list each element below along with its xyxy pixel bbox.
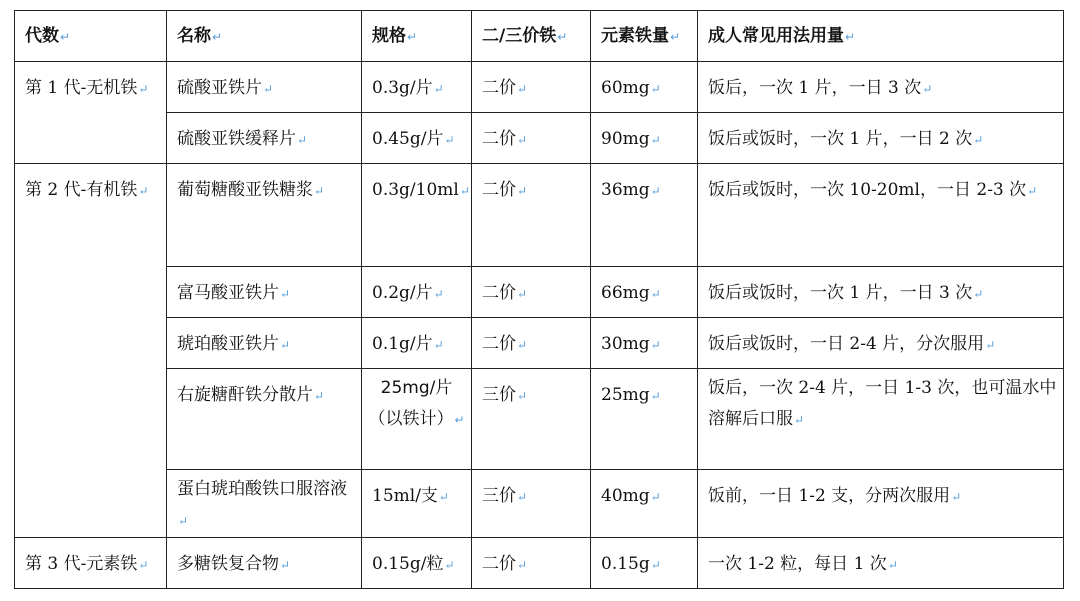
table-row: [15, 538, 1064, 589]
table-header-row: [15, 11, 1064, 62]
drug-name: 硫酸亚铁缓释片 ↵: [177, 129, 307, 149]
table-row: [15, 318, 1064, 369]
drug-usage: 饭后或饭时，一次 10-20ml，一日 2-3 次 ↵: [708, 180, 1037, 200]
drug-name: 多糖铁复合物 ↵: [177, 554, 290, 574]
drug-spec: 15ml/支 ↵: [372, 486, 449, 506]
drug-name: 富马酸亚铁片 ↵: [177, 283, 290, 303]
generation-cell: 第 2 代-有机铁 ↵: [25, 180, 148, 200]
drug-name: 蛋白琥珀酸铁口服溶液 ↵: [177, 479, 347, 530]
drug-name: 右旋糖酐铁分散片 ↵: [177, 385, 324, 405]
drug-spec: 0.45g/片 ↵: [372, 129, 455, 149]
table-row: [15, 62, 1064, 113]
drug-usage: 饭后或饭时，一日 2-4 片，分次服用 ↵: [708, 334, 995, 354]
generation-cell: 第 1 代-无机铁 ↵: [25, 78, 148, 98]
header-usage: 成人常见用法用量 ↵: [698, 11, 1064, 62]
drug-valence: 二价 ↵: [482, 129, 527, 149]
drug-usage: 一次 1-2 粒，每日 1 次 ↵: [708, 554, 898, 574]
drug-spec: 0.3g/10ml ↵: [372, 180, 470, 200]
drug-iron-amount: 0.15g ↵: [601, 554, 661, 574]
drug-iron-amount: 30mg ↵: [601, 334, 661, 354]
header-valence: 二/三价铁 ↵: [472, 11, 591, 62]
drug-valence: 二价 ↵: [482, 283, 527, 303]
drug-iron-amount: 60mg ↵: [601, 78, 661, 98]
drug-valence: 二价 ↵: [482, 180, 527, 200]
drug-spec: 0.15g/粒 ↵: [372, 554, 455, 574]
iron-supplement-table: [14, 10, 1064, 589]
drug-name: 葡萄糖酸亚铁糖浆 ↵: [177, 180, 324, 200]
drug-valence: 三价 ↵: [482, 385, 527, 405]
drug-valence: 三价 ↵: [482, 486, 527, 506]
drug-valence: 二价 ↵: [482, 554, 527, 574]
drug-usage: 饭后或饭时，一次 1 片，一日 3 次 ↵: [708, 283, 983, 303]
table-row: [15, 164, 1064, 267]
table-row: [15, 113, 1064, 164]
table-row: [15, 369, 1064, 470]
table-row: [15, 267, 1064, 318]
drug-name: 硫酸亚铁片 ↵: [177, 78, 273, 98]
drug-iron-amount: 40mg ↵: [601, 486, 661, 506]
drug-usage: 饭后，一次 2-4 片，一日 1-3 次，也可温水中溶解后口服 ↵: [708, 378, 1056, 429]
header-iron-amount: 元素铁量 ↵: [591, 11, 698, 62]
drug-usage: 饭后或饭时，一次 1 片，一日 2 次 ↵: [708, 129, 983, 149]
header-generation: 代数 ↵: [15, 11, 167, 62]
drug-usage: 饭后，一次 1 片，一日 3 次 ↵: [708, 78, 932, 98]
drug-iron-amount: 66mg ↵: [601, 283, 661, 303]
generation-cell: 第 3 代-元素铁 ↵: [25, 554, 148, 574]
table-row: [15, 470, 1064, 538]
drug-spec: 0.1g/片 ↵: [372, 334, 444, 354]
drug-valence: 二价 ↵: [482, 78, 527, 98]
header-name: 名称 ↵: [167, 11, 362, 62]
drug-valence: 二价 ↵: [482, 334, 527, 354]
drug-iron-amount: 90mg ↵: [601, 129, 661, 149]
drug-iron-amount: 36mg ↵: [601, 180, 661, 200]
header-spec: 规格 ↵: [362, 11, 472, 62]
drug-name: 琥珀酸亚铁片 ↵: [177, 334, 290, 354]
drug-spec: 25mg/片（以铁计） ↵: [368, 378, 464, 429]
drug-spec: 0.2g/片 ↵: [372, 283, 444, 303]
drug-iron-amount: 25mg ↵: [601, 385, 661, 405]
drug-spec: 0.3g/片 ↵: [372, 78, 444, 98]
drug-usage: 饭前，一日 1-2 支，分两次服用 ↵: [708, 486, 961, 506]
